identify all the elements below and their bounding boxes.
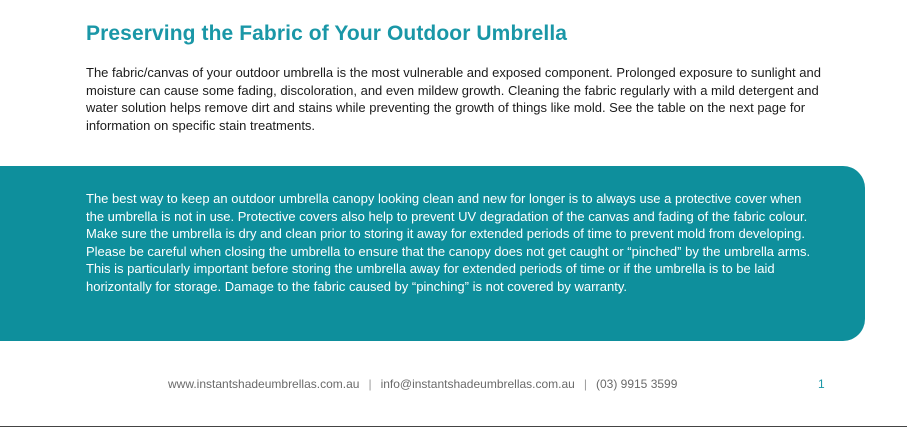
footer-separator: | [583,377,587,391]
bottom-divider [0,426,907,427]
callout-paragraph: The best way to keep an outdoor umbrella canopy looking clean and new for longer is to always use a protective cover when the umbrella is not in use. Protective covers also help to prevent UV degradation of the canvas and fading of the fabric colour. Make sure the umbrella is dry and clean prior to storing it away for extended periods of time to prevent mold from developing. Please be careful when closing the umbrella to ensure that the canopy does not get caught or “pinched” by the umbrella arms. This is particularly important before storing the umbrella away for extended periods of time or if the umbrella is to be laid horizontally for storage. Damage to the fabric caused by “pinching” is not covered by warranty. [86,191,811,294]
page-number: 1 [818,377,825,391]
footer-website-link[interactable]: www.instantshadeumbrellas.com.au [168,377,360,391]
footer-email-link[interactable]: info@instantshadeumbrellas.com.au [380,377,575,391]
intro-paragraph: The fabric/canvas of your outdoor umbrella is the most vulnerable and exposed component. Prolonged exposure to sunlight and moisture can cause some fading, discoloration, and even mildew growth. Cleaning the fabric regularly with a mild detergent and water solution helps remove dirt and stains while preventing the growth of things like mold. See the table on the next page for information on specific stain treatments. [86,65,821,133]
footer-phone: (03) 9915 3599 [595,377,678,391]
callout-box [0,166,865,341]
footer-separator: | [368,377,372,391]
footer-contact [168,377,677,391]
page-heading: Preserving the Fabric of Your Outdoor Umbrella [86,22,568,45]
